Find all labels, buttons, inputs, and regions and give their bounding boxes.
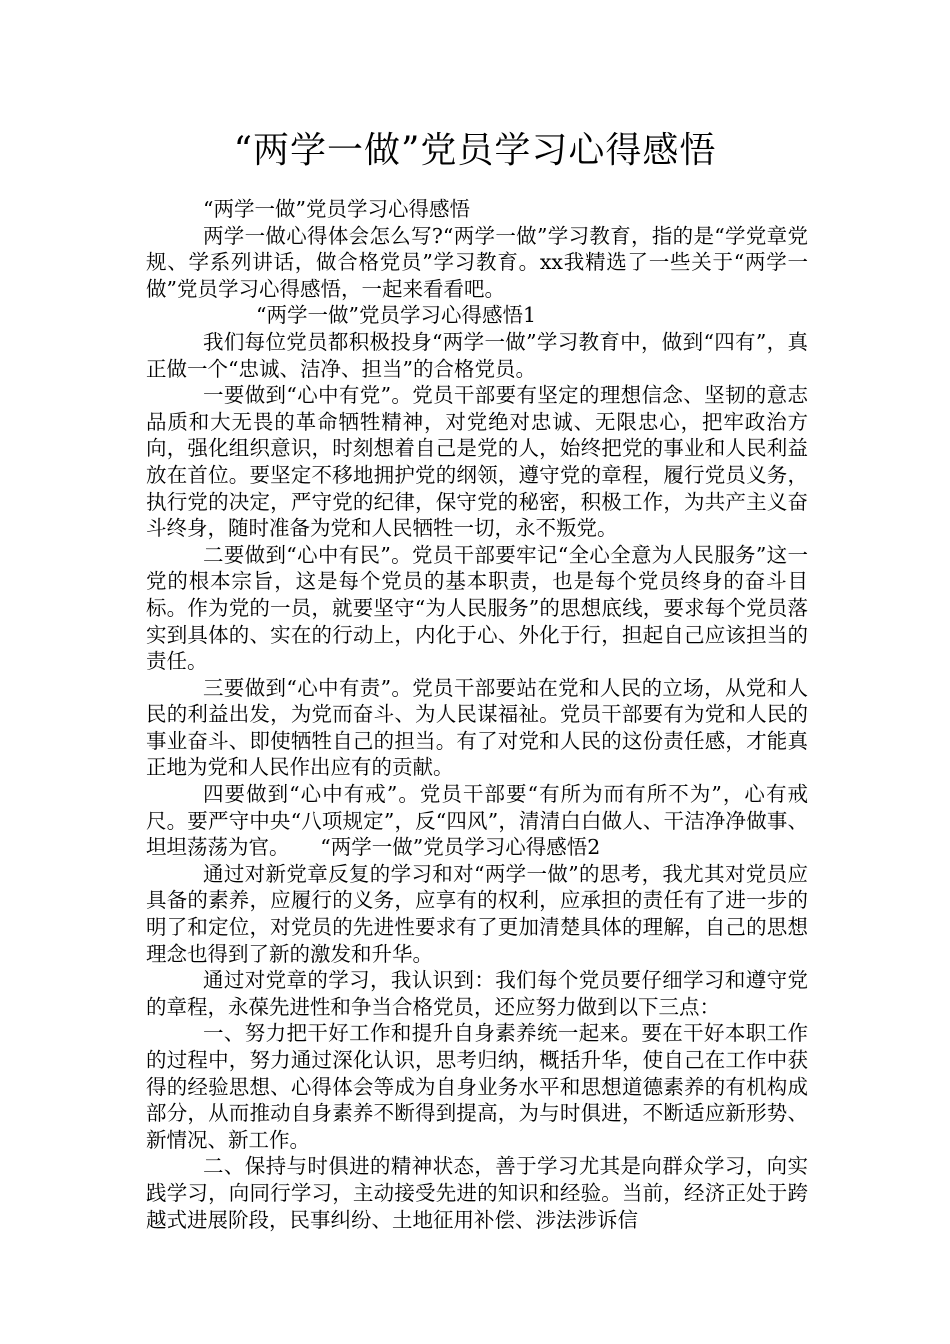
paragraph: 三要做到“心中有责”。党员干部要站在党和人民的立场，从党和人民的利益出发，为党而奋斗、为人民谋福祉。党员干部要有为党和人民的事业奋斗、即使牺牲自己的担当。有了对党和人民的这份责任感，才能真正地为党和人民作出应有的贡献。	[146, 675, 808, 780]
paragraph: 一要做到“心中有党”。党员干部要有坚定的理想信念、坚韧的意志品质和大无畏的革命牺牲精神，对党绝对忠诚、无限忠心，把牢政治方向，强化组织意识，时刻想着自己是党的人，始终把党的事业和人民利益放在首位。要坚定不移地拥护党的纲领，遵守党的章程，履行党员义务，执行党的决定，严守党的纪律，保守党的秘密，积极工作，为共产主义奋斗终身，随时准备为党和人民牺牲一切，永不叛党。	[146, 383, 808, 541]
paragraph: 二、保持与时俱进的精神状态，善于学习尤其是向群众学习，向实践学习，向同行学习，主动接受先进的知识和经验。当前，经济正处于跨越式进展阶段，民事纠纷、土地征用补偿、涉法涉诉信	[146, 1154, 808, 1232]
paragraph: 二要做到“心中有民”。党员干部要牢记“全心全意为人民服务”这一党的根本宗旨，这是每个党员的基本职责，也是每个党员终身的奋斗目标。作为党的一员，就要坚守“为人民服务”的思想底线，要求每个党员落实到具体的、实在的行动上，内化于心、外化于行，担起自己应该担当的责任。	[146, 542, 808, 674]
document-body	[146, 196, 808, 1233]
paragraph: 我们每位党员都积极投身“两学一做”学习教育中，做到“四有”，真正做一个“忠诚、洁净、担当”的合格党员。	[146, 329, 808, 381]
paragraph: 一、努力把干好工作和提升自身素养统一起来。要在干好本职工作的过程中，努力通过深化认识，思考归纳，概括升华，使自己在工作中获得的经验思想、心得体会等成为自身业务水平和思想道德素养的有机构成部分，从而推动自身素养不断得到提高，为与时俱进，不断适应新形势、新情况、新工作。	[146, 1021, 808, 1152]
paragraph: 通过对新党章反复的学习和对“两学一做”的思考，我尤其对党员应具备的素养，应履行的义务，应享有的权利，应承担的责任有了进一步的明了和定位，对党员的先进性要求有了更加清楚具体的理解，自己的思想理念也得到了新的激发和升华。	[146, 861, 808, 966]
paragraph: 四要做到“心中有戒”。党员干部要“有所为而有所不为”，心有戒尺。要严守中央“八项规定”，反“四风”，清清白白做人、干洁净净做事、坦坦荡荡为官。 “两学一做”党员学习心得感悟2	[146, 782, 808, 860]
paragraph: “两学一做”党员学习心得感悟	[203, 197, 470, 221]
document-title: “两学一做”党员学习心得感悟	[233, 130, 717, 171]
paragraph: 两学一做心得体会怎么写?“两学一做”学习教育，指的是“学党章党规、学系列讲话，做合格党员”学习教育。xx我精选了一些关于“两学一做”党员学习心得感悟，一起来看看吧。	[146, 223, 808, 301]
paragraph: “两学一做”党员学习心得感悟1	[256, 303, 537, 328]
paragraph: 通过对党章的学习，我认识到：我们每个党员要仔细学习和遵守党的章程，永葆先进性和争当合格党员，还应努力做到以下三点：	[146, 968, 808, 1019]
